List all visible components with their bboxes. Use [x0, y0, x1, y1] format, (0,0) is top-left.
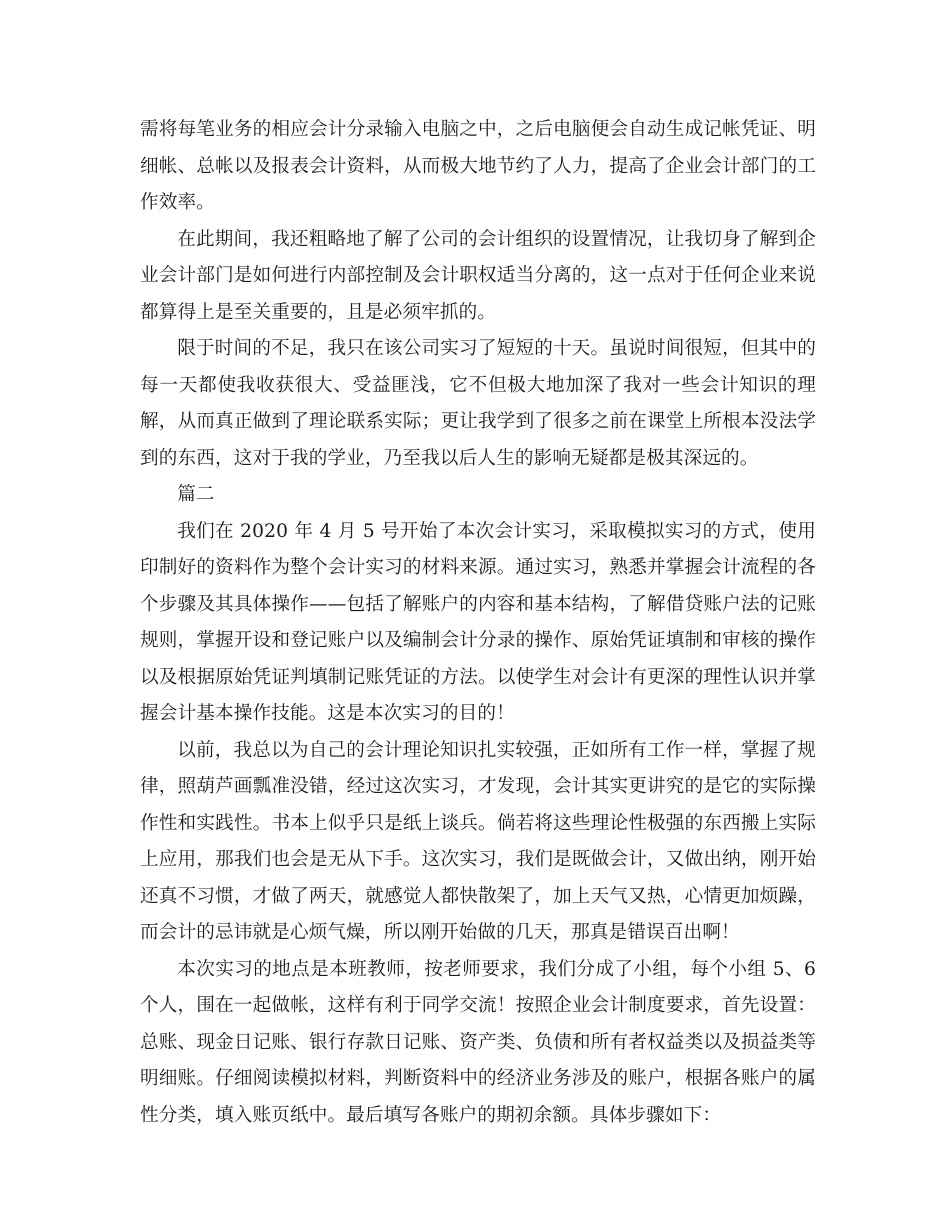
section-heading-part-two: 篇二 [177, 484, 215, 505]
paragraph-practice-experience: 以前，我总以为自己的会计理论知识扎实较强，正如所有工作一样，掌握了规律，照葫芦画瓢准没错，经过这次实习，才发现，会计其实更讲究的是它的实际操作性和实践性。书本上似乎只是纸上谈兵。倘若将这些理论性极强的东西搬上实际上应用，那我们也会是无从下手。这次实习，我们是既做会计，又做出纳，刚开始还真不习惯，才做了两天，就感觉人都快散架了，加上天气又热，心情更加烦躁，而会计的忌讳就是心烦气燥，所以刚开始做的几天，那真是错误百出啊！ [140, 739, 816, 943]
paragraph-accounting-organization: 在此期间，我还粗略地了解了公司的会计组织的设置情况，让我切身了解到企业会计部门是如何进行内部控制及会计职权适当分离的，这一点对于任何企业来说都算得上是至关重要的，且是必须牢抓的。 [140, 228, 816, 323]
paragraph-internship-steps: 本次实习的地点是本班教师，按老师要求，我们分成了小组，每个小组 5、6 个人，围在一起做帐，这样有利于同学交流！按照企业会计制度要求，首先设置：总账、现金日记账、银行存款日记账、资产类、负债和所有者权益类以及损益类等明细账。仔细阅读模拟材料，判断资料中的经济业务涉及的账户，根据各账户的属性分类，填入账页纸中。最后填写各账户的期初余额。具体步骤如下： [140, 958, 816, 1126]
document-body [140, 112, 816, 1134]
paragraph-internship-reflection: 限于时间的不足，我只在该公司实习了短短的十天。虽说时间很短，但其中的每一天都使我收获很大、受益匪浅，它不但极大地加深了我对一些会计知识的理解，从而真正做到了理论联系实际；更让我学到了很多之前在课堂上所根本没法学到的东西，这对于我的学业，乃至我以后人生的影响无疑都是极其深远的。 [140, 338, 816, 469]
paragraph-internship-purpose: 我们在 2020 年 4 月 5 号开始了本次会计实习，采取模拟实习的方式，使用印制好的资料作为整个会计实习的材料来源。通过实习，熟悉并掌握会计流程的各个步骤及其具体操作——包括了解账户的内容和基本结构，了解借贷账户法的记账规则，掌握开设和登记账户以及编制会计分录的操作、原始凭证填制和审核的操作以及根据原始凭证判填制记账凭证的方法。以使学生对会计有更深的理性认识并掌握会计基本操作技能。这是本次实习的目的！ [140, 520, 816, 724]
paragraph-continuation: 需将每笔业务的相应会计分录输入电脑之中，之后电脑便会自动生成记帐凭证、明细帐、总帐以及报表会计资料，从而极大地节约了人力，提高了企业会计部门的工作效率。 [140, 119, 816, 213]
